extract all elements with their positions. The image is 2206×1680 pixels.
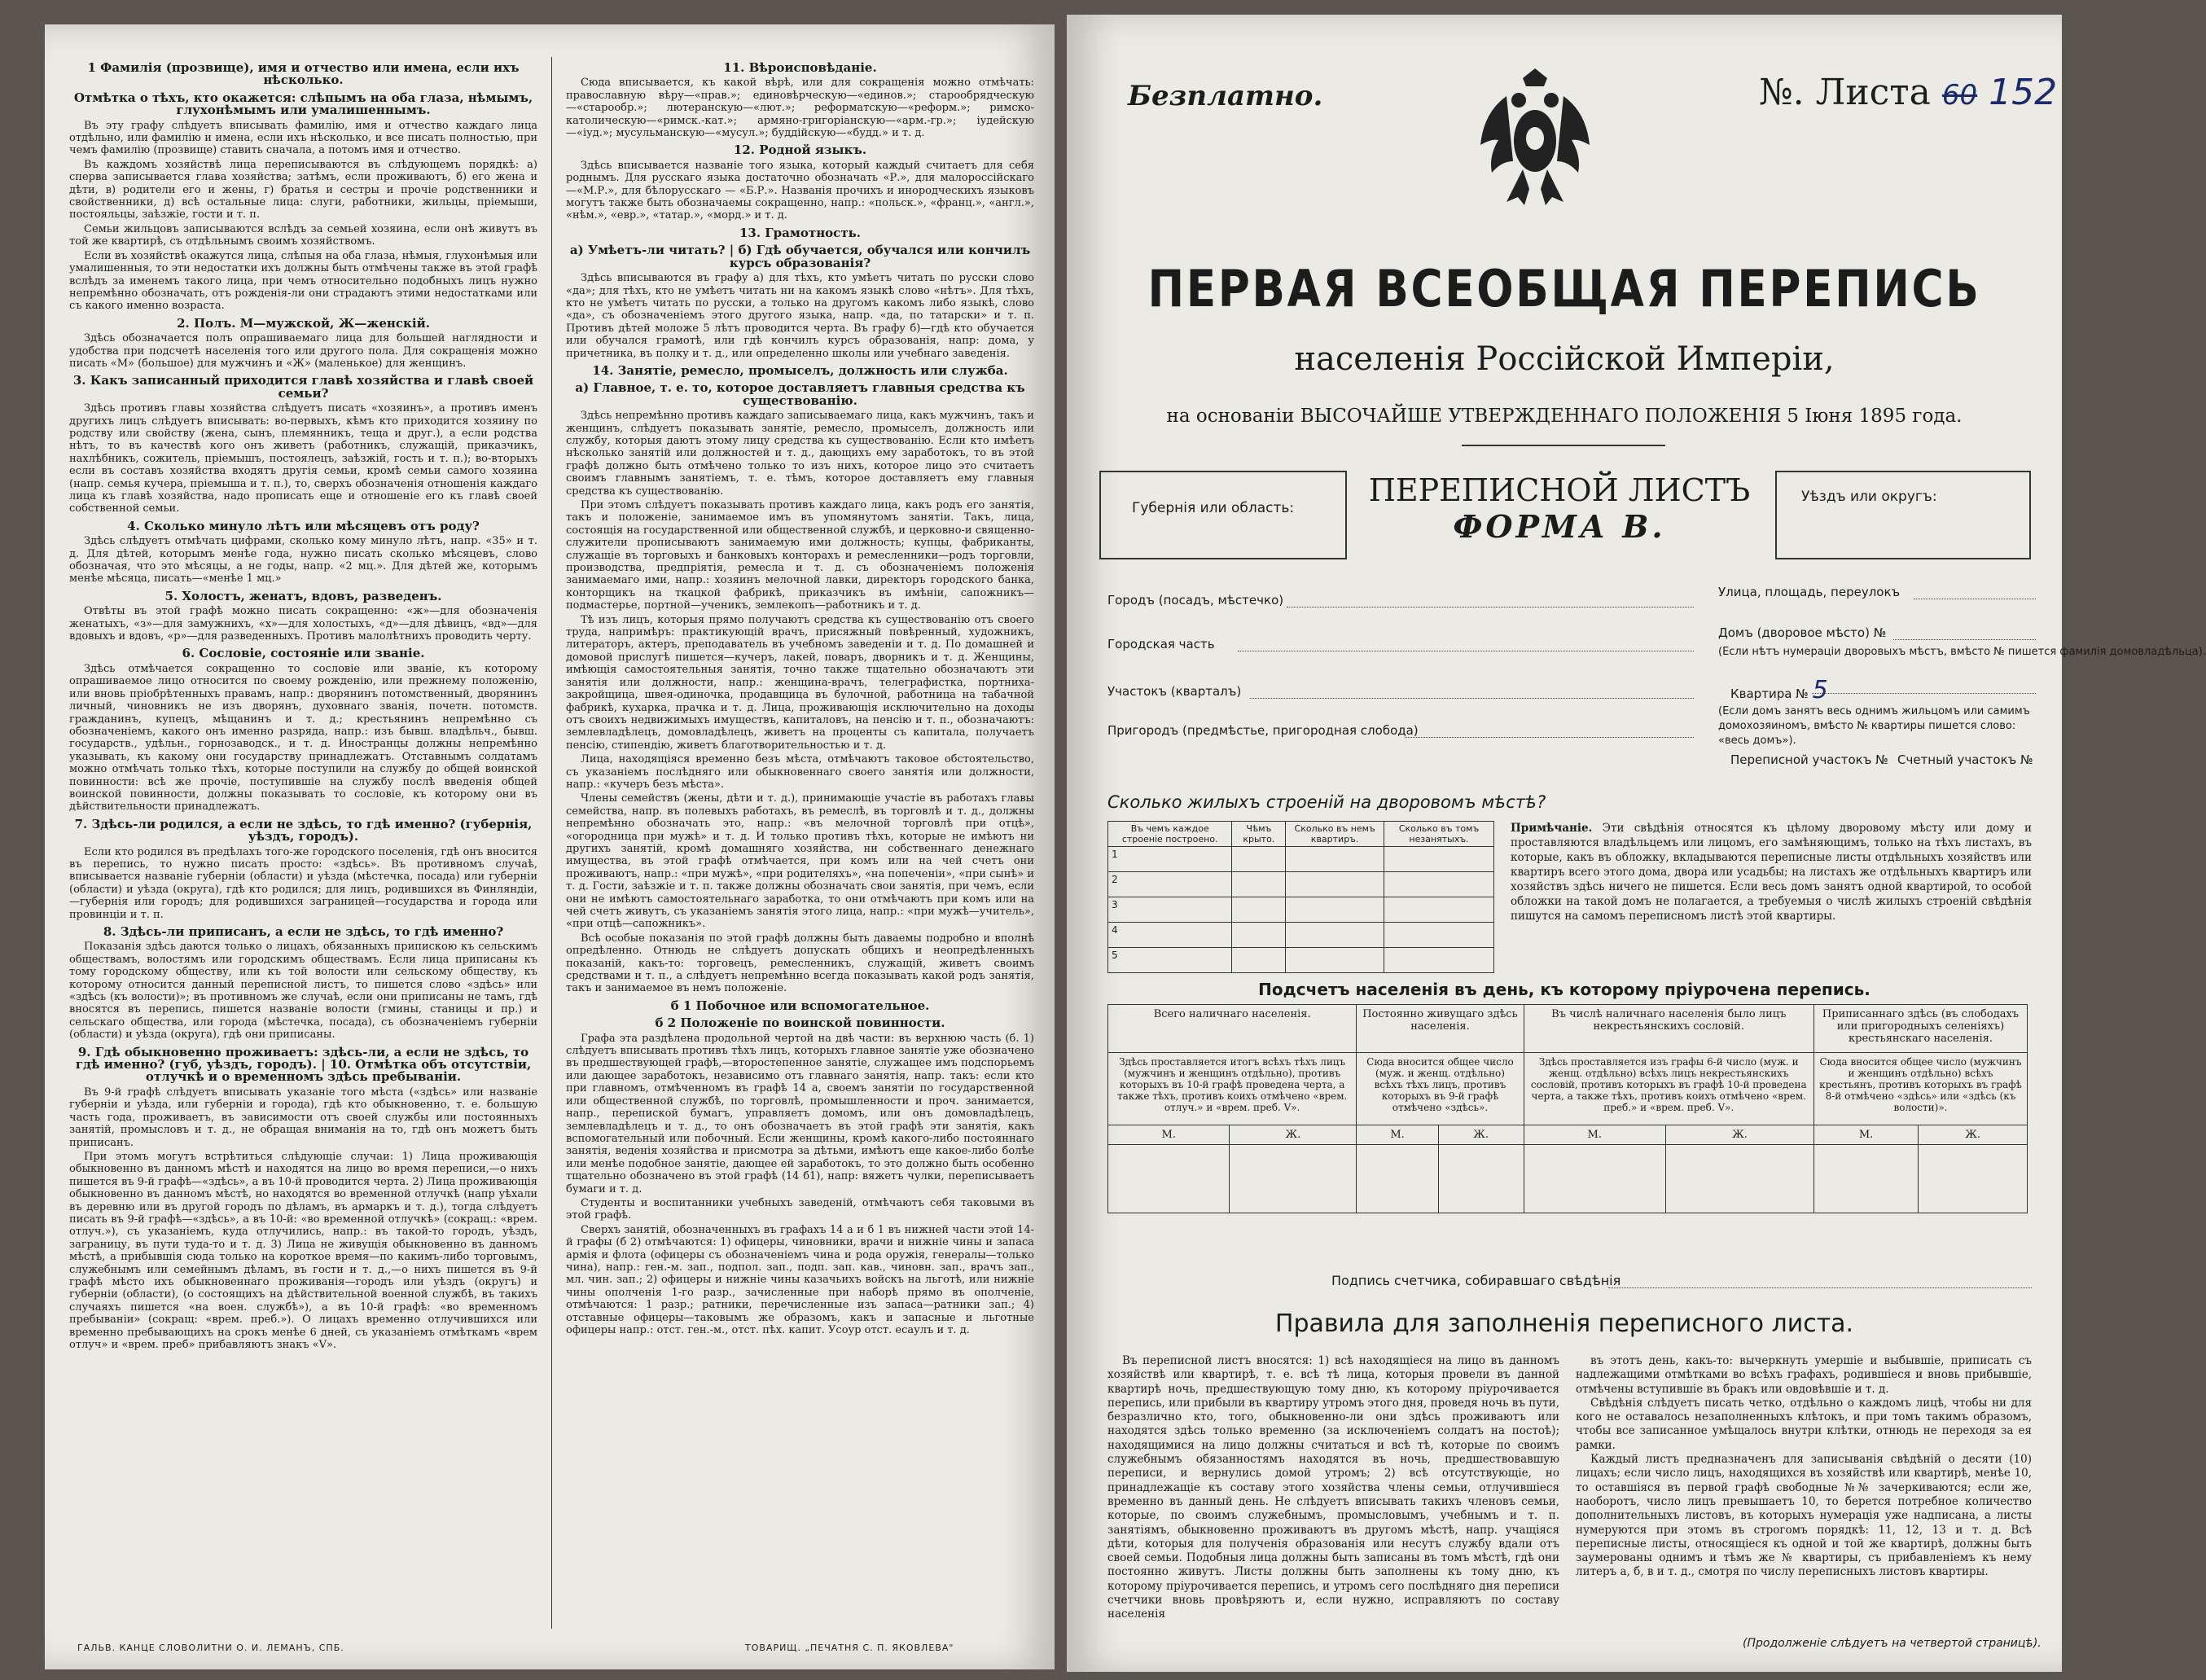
rules-paragraph: въ этотъ день, какъ-то: вычеркнуть умершіе и выбывшіе, приписать съ надлежащими отмѣтками во всѣхъ графахъ, родившіеся и вновь прибывшіе, отмѣчены вступившіе въ бракъ или овдовѣвшіе и т. д. (1576, 1354, 2032, 1396)
gubernia-box (1099, 471, 1347, 559)
count-note: Здѣсь проставляется итогъ всѣхъ тѣхъ лицъ (мужчинъ и женщинъ отдѣльно), противъ которыхъ въ 10-й графѣ проведена черта, а также тѣхъ, противъ коихъ отмѣчено «врем. отлуч.» и «врем. преб. V». (1108, 1053, 1357, 1125)
buildings-cell[interactable] (1286, 897, 1384, 923)
uezd-label: Уѣздъ или округъ: (1801, 489, 1937, 505)
rules-title: Правила для заполненія переписного листа. (1274, 1309, 1854, 1338)
buildings-cell[interactable] (1232, 923, 1286, 948)
buildings-cell[interactable] (1384, 948, 1494, 973)
buildings-header: Сколько въ томъ незанятыхъ. (1384, 822, 1494, 847)
schetny-uchastok-field[interactable]: Счетный участокъ № (1897, 752, 2033, 767)
form-title (1348, 472, 1771, 545)
section-heading: б 2 Положеніе по воинской повинности. (655, 1015, 945, 1031)
chast-line (1238, 650, 1694, 651)
paragraph: Лица, находящіяся временно безъ мѣста, отмѣчаютъ таковое обстоятельство, съ указаніемъ послѣдняго или обыкновеннаго своего занятія или должности, напр.: «кучеръ безъ мѣста». (566, 753, 1034, 791)
signature-line (1608, 1287, 2032, 1288)
rules-paragraph: Въ переписной листъ вносятся: 1) всѣ находящіеся на лицо въ данномъ хозяйствѣ или квартирѣ, т. е. всѣ тѣ лица, которыя провели въ данной квартирѣ ночь, предшествующую тому дню, къ которому пріурочивается перепись, или прибыли въ квартиру утромъ этого дня, проведя ночь въ пути, безразлично кто, того, обыкновенно-ли они здѣсь проживаютъ или находятся здѣсь только временно (за исключеніемъ солдатъ на постоѣ); находящимися на лицо должны считаться и всѣ тѣ, которые по своимъ служебнымъ обязанностямъ находятся въ ночь, предшествовавшую переписи, и вернулись домой утромъ; 2) всѣ отсутствующіе, но принадлежащіе къ составу этого хозяйства члены семьи, отлучившіеся временно въ данный день. Не слѣдуетъ вписывать такихъ членовъ семьи, которые, по своимъ служебнымъ, промысловымъ, учебнымъ и т. п. занятіямъ, обыкновенно проживаютъ въ другомъ мѣстѣ, напр. учащіяся дѣти, которыя для полученія образованія или несутъ службу вдали отъ своей семьи. Подобныя лица должны быть записаны въ томъ мѣстѣ, гдѣ они постоянно живутъ. Листы должны быть заполнены къ тому дню, къ которому пріурочивается перепись, и утромъ сего послѣдняго дня переписи счетчики вновь провѣряютъ и, если нужно, исправляютъ по составу населенія (1107, 1354, 1559, 1621)
count-header: Приписаннаго здѣсь (въ слободахъ или пригородныхъ селеніяхъ) крестьянскаго населенія. (1813, 1005, 2027, 1053)
buildings-row-number: 4 (1108, 923, 1232, 948)
buildings-cell[interactable] (1232, 948, 1286, 973)
prigorod-field[interactable]: Пригородъ (предмѣстье, пригородная слобода) (1107, 723, 1419, 738)
dom-field[interactable]: Домъ (дворовое мѣсто) № (1718, 625, 1887, 640)
count-header: Въ числѣ наличнаго населенія было лицъ некрестьянскихъ сословій. (1524, 1005, 1813, 1053)
sheet-number (1759, 72, 2057, 113)
kvartira-note: (Если домъ занятъ весь однимъ жильцомъ или самимъ домохозяиномъ, вмѣсто № квартиры пишется слово: «весь домъ»). (1718, 705, 2030, 747)
count-female-cell[interactable] (1919, 1145, 2028, 1213)
column-divider (551, 57, 552, 1629)
left-column-1 (69, 57, 537, 1629)
count-male-cell[interactable] (1813, 1145, 1918, 1213)
census-basis: на основаніи ВЫСОЧАЙШЕ УТВЕРЖДЕННАГО ПОЛОЖЕНІЯ 5 Іюня 1895 года. (1166, 406, 1963, 427)
count-male-cell[interactable] (1524, 1145, 1666, 1213)
buildings-header: Въ чемъ каждое строеніе построено. (1108, 822, 1232, 847)
paragraph: Здѣсь обозначается полъ опрашиваемаго лица для большей наглядности и удобства при подсчетѣ населенія того или другого пола. Для сокращенія можно писать «М» (большое) для мужчинъ и «Ж» (маленькое) для женщинъ. (69, 332, 537, 370)
dom-line (1893, 638, 2036, 640)
buildings-row (1108, 872, 1494, 897)
count-female-cell[interactable] (1438, 1145, 1524, 1213)
count-female-header: Ж. (1666, 1125, 1814, 1145)
double-headed-eagle-icon (1474, 64, 1596, 218)
paragraph: При этомъ могутъ встрѣтиться слѣдующіе случаи: 1) Лица проживающія обыкновенно въ данномъ мѣстѣ и находятся на лицо во время переписи,—о нихъ пишется въ 9-й графѣ—«здѣсь», а въ 10-й проводится черта. 2) Лица проживающія обыкновенно въ данномъ мѣстѣ, но находятся во временной отлучкѣ (напр уѣхали въ деревню или въ другой городъ по дѣламъ, въ армаркъ и т. д.), тогда слѣдуетъ писать въ 9-й графѣ—«здѣсь», а въ 10-й: «во временной отлучкѣ» (сокращ.: «врем. отлуч.»), съ указаніемъ, куда отлучились, напр.: въ такой-то городъ, уѣздъ, заграницу, въ пути туда-то и т. д. 3) Лица не живущія обыкновенно въ данномъ мѣстѣ, а прибывшія сюда только на короткое время—по какимъ-либо торговымъ, служебнымъ или семейнымъ дѣламъ, въ гости и т. д.,—о нихъ пишется въ 9-й графѣ мѣсто ихъ обыкновеннаго проживанія—городъ или уѣздъ (округъ) и губерніи (области), (о состоящихъ на дѣйствительной военной службѣ, въ такихъ случаяхъ пишется «на воен. службѣ»), а въ 10-й графѣ: «во временномъ пребываніи» (сокращ: «врем. преб.»). О лицахъ временно отлучившихся или временно пребывающихъ на срокъ менѣе 6 дней, съ указаніемъ отмѣткамъ «врем отлуч» и «врем. преб» прибавляютъ знакъ «V». (69, 1150, 537, 1351)
perepis-uchastok-field[interactable]: Переписной участокъ № (1730, 752, 1888, 767)
buildings-note (1511, 821, 2032, 923)
buildings-row-number: 3 (1108, 897, 1232, 923)
paragraph: Если въ хозяйствѣ окажутся лица, слѣпыя на оба глаза, нѣмыя, глухонѣмыя или умалишенныя, то эти недостатки ихъ должны быть отмѣчены также въ этой графѣ вслѣдъ за именемъ такого лица, при чемъ относительно подобныхъ лицъ нужно непремѣнно обозначать, отъ рожденія-ли они страдаютъ этими недостатками или съ какого именно возраста. (69, 249, 537, 313)
sheet-number-label: №. Листа (1759, 72, 1931, 113)
section-heading: 2. Полъ. М—мужской, Ж—женскій. (177, 315, 430, 331)
section-heading: 14. Занятіе, ремесло, промыселъ, должность или служба. (592, 362, 1008, 378)
rules-column-2 (1576, 1354, 2032, 1631)
buildings-cell[interactable] (1286, 872, 1384, 897)
buildings-cell[interactable] (1384, 897, 1494, 923)
section-heading: 7. Здѣсь-ли родился, а если не здѣсь, то гдѣ именно? (губернія, уѣздъ, городъ). (74, 816, 533, 844)
paragraph: Здѣсь слѣдуетъ отмѣчать цифрами, сколько кому минуло лѣтъ, напр. «35» и т. д. Для дѣтей, которымъ менѣе года, нужно писать сколько мѣсяцевъ, слово обозначая, что это мѣсяцы, а не годы, напр. «2 мц.». Для дѣтей же, которымъ менѣе мѣсяца, писать—«менѣе 1 мц.» (69, 535, 537, 586)
count-title: Подсчетъ населенія въ день, къ которому пріурочена перепись. (1258, 980, 1870, 999)
count-note: Сюда вносится общее число (мужчинъ и женщинъ отдѣльно) всѣхъ крестьянъ, противъ которыхъ въ графѣ 8-й отмѣчено «здѣсь» или «здѣсь (къ волости)». (1813, 1053, 2027, 1125)
buildings-cell[interactable] (1384, 847, 1494, 872)
rules-continued: (Продолженіе слѣдуетъ на четвертой страницѣ). (1743, 1637, 2042, 1650)
paragraph: Въ 9-й графѣ слѣдуетъ вписывать указаніе того мѣста («здѣсь» или названіе губерніи и уѣзда, или губерніи и города), гдѣ кто обыкновенно, т. е. большую часть года, проживаетъ, въ зависимости отъ своей службы или постоянныхъ занятій, промысловъ и т. д., не обращая вниманія на то, гдѣ онъ можетъ быть приписанъ. (69, 1086, 537, 1149)
buildings-cell[interactable] (1232, 872, 1286, 897)
count-female-cell[interactable] (1230, 1145, 1357, 1213)
paragraph: Здѣсь вписывается названіе того языка, который каждый считаетъ для себя роднымъ. Для русскаго языка достаточно обозначать «Р.», для малороссійскаго—«М.Р.», для бѣлорусскаго — «Б.Р.». Названія прочихъ и инородческихъ языковъ могутъ также быть обозначаемы сокращенно, напр.: «польск.», «франц.», «англ.», «нѣм.», «евр.», «татар.», «морд.» и т. д. (566, 159, 1034, 222)
count-male-cell[interactable] (1357, 1145, 1438, 1213)
paragraph: Сверхъ занятій, обозначенныхъ въ графахъ 14 а и б 1 въ нижней части этой 14-й графы (б 2) отмѣчаются: 1) офицеры, чиновники, врачи и нижніе чины и запаса армія и флота (офицеры съ обозначеніемъ чина и рода оружія, генералы—только чина), напр.: ген.-м. зап., подпол. зап., подп. зап. кав., чиновн. зап., врачъ зап., мл. чин. зап.; 2) офицеры и нижніе чины казачьихъ войскъ на льготѣ, или нижніе чины ополченія 1-го разр., зачисленные при наборѣ прямо въ ополченіе, отмѣчаются: 1 разр.; ратники, перечисленные изъ запаса—ратники зап.; 4) отставные офицеры—таковымъ же образомъ, какъ и запасные и льготные офицеры напр.: отст. ген.-м., отст. пѣх. капит. Усоур отст. есаулъ и т. д. (566, 1223, 1034, 1336)
section-heading: 3. Какъ записанный приходится главѣ хозяйства и главѣ своей семьи? (72, 373, 534, 401)
census-title: ПЕРВАЯ ВСЕОБЩАЯ ПЕРЕПИСЬ (1147, 259, 1981, 318)
buildings-row-number: 1 (1108, 847, 1232, 872)
sheet-number-handwritten: 152 (1989, 72, 2058, 113)
dom-note: (Если нѣтъ нумераціи дворовыхъ мѣстъ, вмѣсто № пишется фамилія домовладѣльца). (1718, 646, 2206, 658)
section-heading: 11. Вѣроисповѣданіе. (723, 60, 877, 75)
form-title-line1: ПЕРЕПИСНОЙ ЛИСТЪ (1368, 472, 1751, 508)
section-heading: 1 Фамилія (прозвище), имя и отчество или имена, если ихъ нѣсколько. (87, 60, 520, 88)
paragraph: При этомъ слѣдуетъ показывать противъ каждаго лица, какъ родъ его занятія, такъ и положеніе, занимаемое имъ въ упомянутомъ занятіи. Такъ, лица, состоящія на государственной или общественной службѣ, и церковно-и священно-служители прописываютъ занимаемую ими должность; купцы, фабриканты, служащіе въ торговыхъ и банковыхъ конторахъ и ремесленники—родъ торговли, производства, предпріятія, ремесла и т. д. съ обозначеніемъ положенія занимаемаго ими, напр.: хозяинъ мелочной лавки, директоръ городского банка, конторщикъ на ткацкой фабрикѣ, приказчикъ въ имѣніи, сапожникъ—подмастерье, портной—ученикъ, землекопъ—работникъ и т. д. (566, 499, 1034, 612)
free-label: Безплатно. (1128, 80, 1323, 112)
ulica-field[interactable]: Улица, площадь, переулокъ (1718, 585, 1901, 599)
paragraph: Здѣсь непремѣнно противъ каждаго записываемаго лица, какъ мужчинъ, такъ и женщинъ, слѣдуетъ показывать занятіе, ремесло, промыселъ, должность или службу, которыя даютъ этому лицу средства къ существованію. Если кто имѣетъ нѣсколько занятій или должностей и т. д., дающихъ ему заработокъ, то въ этой графѣ должно быть отмѣчено только то изъ нихъ, которое лицо это считаетъ своимъ главнымъ занятіемъ, т. е. тѣмъ, которое доставляетъ ему главныя средства къ существованію. (566, 410, 1034, 498)
left-page (45, 24, 1055, 1669)
sheet-number-struck: 60 (1941, 79, 1978, 112)
uchastok-field[interactable]: Участокъ (кварталъ) (1107, 684, 1242, 699)
count-female-header: Ж. (1438, 1125, 1524, 1145)
buildings-table (1107, 821, 1494, 973)
section-heading: а) Главное, т. е. то, которое доставляетъ главныя средства къ существованію. (575, 380, 1025, 408)
paragraph: Семьи жильцовъ записываются вслѣдъ за семьей хозяина, если онѣ живутъ въ той же квартирѣ, съ отдѣльнымъ своимъ хозяйствомъ. (69, 222, 537, 248)
ulica-line (1914, 598, 2036, 599)
count-male-header: М. (1108, 1125, 1230, 1145)
count-male-header: М. (1357, 1125, 1438, 1145)
kvartira-line (1812, 692, 2036, 694)
buildings-row (1108, 923, 1494, 948)
count-table (1107, 1004, 2028, 1213)
paragraph: Члены семействъ (жены, дѣти и т. д.), принимающіе участіе въ работахъ главы семейства, напр. въ полевыхъ работахъ, въ ремеслѣ, въ торговлѣ и т. д., должны непремѣнно обозначать это, напр.: «въ мелочной торговлѣ при отцѣ», «огородница при мужѣ» и т. д. И только противъ тѣхъ, которые не имѣютъ ни другихъ занятій, кромѣ домашняго хозяйства, ни собственнаго денежнаго имущества, въ этой графѣ отмѣчается, при комъ или на чей счетъ они проживаютъ, напр.: «при мужѣ», «при родителяхъ», «на попеченіи», «при сынѣ» и т. д. Гости, заѣзжіе и т. п. также должны обозначать свои занятія, при чемъ, если они не имѣютъ самостоятельнаго заработка, то они отмѣчаютъ при комъ или на чей счетъ живутъ, съ указаніемъ занятія этого лица, напр.: «при мужѣ—учитель», «при отцѣ—сапожникъ». (566, 792, 1034, 931)
count-female-header: Ж. (1919, 1125, 2028, 1145)
paragraph: Здѣсь отмѣчается сокращенно то сословіе или званіе, къ которому опрашиваемое лицо относится по своему рожденію, или прежнему положенію, или вновь пріобрѣтенныхъ правамъ, напр.: дворянинъ потомственный, дворянинъ личный, чиновникъ не изъ дворянъ, духовнаго званія, почетн. потомств. гражданинъ, купецъ, мѣщанинъ и т. д.; крестьянинъ непремѣнно съ обозначеніемъ, какого онъ именно разряда, напр.: изъ бывш. владѣльч., бывш. государств., удѣльн., горнозаводск., и т. д. Иностранцы должны непремѣнно указывать, къ какому они государству принадлежатъ. Отставнымъ солдатамъ можно отмѣчать только тѣхъ, которые поступили на службу до общей воинской повинности: всѣ же прочіе, поступившіе на службу послѣ введенія общей воинской повинности, должны показывать то сословіе, къ которому они въ дѣйствительности принадлежатъ. (69, 662, 537, 814)
buildings-row (1108, 847, 1494, 872)
count-female-header: Ж. (1230, 1125, 1357, 1145)
section-heading: 12. Родной языкъ. (733, 143, 867, 158)
left-column-2 (566, 57, 1034, 1629)
right-page (1067, 15, 2206, 1672)
buildings-row-number: 2 (1108, 872, 1232, 897)
paragraph: Показанія здѣсь даются только о лицахъ, обязанныхъ припискою къ сельскимъ обществамъ, волостямъ или городскимъ обществамъ. Если лица приписаны къ тому городскому обществу, или къ той волости или сельскому обществу, къ которому относится данный переписной листъ, то пишется слово «здѣсь» или «здѣсь (къ волости)»; въ противномъ же случаѣ, если они приписаны не тамъ, гдѣ вносятся въ перепись, пишется названіе волости (гмины, станицы и пр.) и сельскаго общества, или города (мѣстечка, посада), съ обозначеніемъ губерніи (области) и уѣзда (округа), гдѣ они приписаны. (69, 941, 537, 1042)
count-female-cell[interactable] (1666, 1145, 1814, 1213)
rules-paragraph: Каждый листъ предназначенъ для записыванія свѣдѣній о десяти (10) лицахъ; если число лицъ, находящихся въ хозяйствѣ или квартирѣ, менѣе 10, то оставшіяся въ первой графѣ свободные №№ зачеркиваются; если же, наоборотъ, число лицъ превышаетъ 10, то берется потребное количество дополнительныхъ листовъ, въ которыхъ нумерація уже надписана, а листы нумеруются при этомъ въ строгомъ порядкѣ: 11, 12, 13 и т. д. Всѣ переписные листы, относящіеся къ одной и той же квартирѣ, должны быть заумерованы однимъ и тѣмъ же № квартиры, съ прибавленіемъ къ нему литеръ а, б, в и т. д., смотря по числу переписныхъ листовъ квартиры. (1576, 1453, 2032, 1579)
paragraph: Въ эту графу слѣдуетъ вписывать фамилію, имя и отчество каждаго лица отдѣльно, или фамилію и имена, если ихъ нѣсколько, и все писать полностью, при чемъ фамилію (прозвище) ставить сначала, а потомъ имя и отчество. (69, 119, 537, 157)
printer-imprint-right: ТОВАРИЩ. „ПЕЧАТНЯ С. П. ЯКОВЛЕВА" (745, 1643, 954, 1653)
count-male-header: М. (1524, 1125, 1666, 1145)
section-heading: 13. Грамотность. (739, 225, 862, 240)
note-text: Эти свѣдѣнія относятся къ цѣлому дворовому мѣсту или дому и проставляются владѣльцемъ или лицомъ, его замѣняющимъ, только на тѣхъ листахъ, въ которые, какъ въ обложку, вкладываются переписные листы отдѣльныхъ хозяйствъ или квартиръ всего этого дома, двора или усадьбы; на листахъ же отдѣльныхъ квартиръ или хозяйствъ здѣсь ничего не пишется. Если весь домъ занятъ одной квартирой, то особой обложки на такой домъ не полагается, а требуемыя о числѣ жилыхъ строеній свѣдѣнія пишутся на самомъ переписномъ листѣ этой квартиры. (1511, 822, 2032, 923)
kvartira-field[interactable]: Квартира № 5 (1730, 676, 1828, 704)
prigorod-line (1405, 736, 1694, 738)
paragraph: Графа эта раздѣлена продольной чертой на двѣ части: въ верхнюю часть (б. 1) слѣдуетъ вписывать противъ тѣхъ лицъ, которыхъ главное занятіе уже обозначено въ предшествующей графѣ,—второстепенное занятіе, служащее имъ подспорьемъ или дающее заработокъ, независимо отъ главнаго занятія, напр. такъ: если кто при главномъ, отмѣченномъ въ графѣ 14 а, своемъ занятіи по государственной или общественной службѣ, по торговлѣ, промышленности и проч. занимается, напр., перепиской бумагъ, управляетъ домомъ, или онъ домовладѣлецъ, землевладѣлецъ и т. д., то онъ обозначаетъ въ этой графѣ эти занятія, какъ вспомогательный или побочный. Если женщины, кромѣ какого-либо постояннаго занятія, веденія хозяйства и присмотра за дѣтьми, имѣютъ еще какое-либо болѣе или менѣе подобное занятіе, дающее ей заработокъ, то это должно быть особенно тщательно обозначено въ этой графѣ (14 б1), напр: вяжетъ чулки, переписываетъ бумаги и т. д. (566, 1032, 1034, 1195)
buildings-cell[interactable] (1286, 923, 1384, 948)
count-note: Здѣсь проставляется изъ графы 6-й число (муж. и женщ. отдѣльно) всѣхъ лицъ некрестьянскихъ сословій, противъ которыхъ въ графѣ 10-й проведена черта, а также тѣхъ, противъ коихъ отмѣчено «врем. преб.» и «врем. преб. V». (1524, 1053, 1813, 1125)
section-heading: б 1 Побочное или вспомогательное. (670, 998, 930, 1013)
paragraph: Тѣ изъ лицъ, которыя прямо получаютъ средства къ существованію отъ своего труда, напримѣръ: практикующій врачъ, присяжный повѣренный, художникъ, литераторъ, актеръ, преподаватель въ учебномъ заведеніи и т. д. По домашней и домовой прислугѣ пишется—кучеръ, лакей, поваръ, дворникъ и т. д. Женщины, имѣющія самостоятельныя занятія, точно также тщательно обозначаютъ эти занятія или должности, напр.: женщина-врачъ, телеграфистка, портниха-закройщица, швея-одиночка, продавщица въ булочной, работница на табачной фабрикѣ, кухарка, прачка и т. д. Лица, проживающія исключительно на доходы отъ своихъ недвижимыхъ имуществъ, капиталовъ, на пенсію и т. п., обозначаютъ: землевладѣлецъ, домовладѣлецъ, живетъ на проценты съ капитала, получаетъ пенсію, стипендію, живетъ благотворительностью и т. д. (566, 613, 1034, 752)
paragraph: Здѣсь противъ главы хозяйства слѣдуетъ писать «хозяинъ», а противъ именъ другихъ лицъ слѣдуетъ вписывать: во-первыхъ, кѣмъ кто приходится хозяину по родству или свойству (жена, сынъ, племянникъ, теща и друг.), а если родства нѣтъ, то въ качествѣ кого онъ живетъ (работникъ, служащій, приказчикъ, нахлѣбникъ, сожитель, пріемышъ, постоялецъ, заѣзжій, гость и т. п.); во-вторыхъ если въ составъ хозяйства входятъ другія семьи, кромѣ семьи самого хозяина (напр. семья кучера, пріемыша и т. п.), то, сверхъ обозначенія отношенія каждаго лица къ главѣ хозяйства, надо прописать еще и отношеніе его къ главѣ своей собственной семьи. (69, 402, 537, 515)
note-label: Примѣчаніе. (1511, 822, 1593, 835)
section-heading: 4. Сколько минуло лѣтъ или мѣсяцевъ отъ роду? (127, 518, 480, 533)
count-note: Сюда вносится общее число (муж. и женщ. отдѣльно) всѣхъ тѣхъ лицъ, противъ которыхъ въ 9-й графѣ отмѣчено «здѣсь». (1357, 1053, 1524, 1125)
paragraph: Сюда вписывается, къ какой вѣрѣ, или для сокращенія можно отмѣчать: православную вѣру—«прав.»; единовѣрческую—«единов.»; старообрядческую—«старообр.»; лютеранскую—«лют.»; реформатскую—«реформ.»; римско-католическую—«римск.-кат.»; армяно-григоріанскую—«арм.-гр.»; іудейскую—«іуд.»; мусульманскую—«мусул.»; буддійскую—«будд.» и т. д. (566, 77, 1034, 140)
rules-column-1 (1107, 1354, 1559, 1647)
section-heading: а) Умѣетъ-ли читать? | б) Гдѣ обучается, обучался или кончилъ курсъ образованія? (569, 243, 1031, 270)
uezd-box (1775, 471, 2031, 559)
section-heading: 5. Холостъ, женатъ, вдовъ, разведенъ. (164, 588, 442, 603)
gorod-line (1287, 606, 1694, 608)
buildings-cell[interactable] (1286, 847, 1384, 872)
buildings-header: Сколько въ немъ квартиръ. (1286, 822, 1384, 847)
paragraph: Если кто родился въ предѣлахъ того-же городского поселенія, гдѣ онъ вносится въ перепись, то нужно писать просто: «здѣсь». Въ противномъ случаѣ, вписывается названіе губерніи (области) и уѣзда (мѣстечка, посада) или губерніи (области) и уѣзда (округа), гдѣ кто родился; для лицъ, родившихся въ Финляндіи,—губернія или городъ; для родившихся заграницей—государства и города или провинціи и т. п. (69, 845, 537, 921)
paragraph: Всѣ особые показанія по этой графѣ должны быть даваемы подробно и вполнѣ опредѣленно. Отнюдь не слѣдуетъ допускать общихъ и неопредѣленныхъ показаній, какъ-то: торговецъ, ремесленникъ, служащій, живетъ своимъ средствами и т. п., а слѣдуетъ непремѣнно всегда показывать какой родъ занятія, такъ и занимаемое въ немъ положеніе. (566, 932, 1034, 995)
signature-field[interactable]: Подпись счетчика, собиравшаго свѣдѣнія (1331, 1273, 1621, 1288)
count-male-header: М. (1813, 1125, 1918, 1145)
buildings-cell[interactable] (1232, 847, 1286, 872)
count-header: Всего наличнаго населенія. (1108, 1005, 1357, 1053)
printer-imprint-left: ГАЛЬВ. КАНЦЕ СЛОВОЛИТНИ О. И. ЛЕМАНЪ, СПБ. (77, 1643, 344, 1653)
buildings-question: Сколько жилыхъ строеній на дворовомъ мѣстѣ? (1107, 792, 1546, 812)
paragraph: Отвѣты въ этой графѣ можно писать сокращенно: «ж»—для обозначенія женатыхъ, «з»—для замужнихъ, «х»—для холостыхъ, «д»—для дѣвицъ, «вд»—для вдовыхъ и вдовъ, «р»—для разведенныхъ. Противъ малолѣтнихъ проводить черту. (69, 605, 537, 643)
paragraph: Студенты и воспитанники учебныхъ заведеній, отмѣчаютъ себя таковыми въ этой графѣ. (566, 1196, 1034, 1222)
count-male-cell[interactable] (1108, 1145, 1230, 1213)
paragraph: Въ каждомъ хозяйствѣ лица переписываются въ слѣдующемъ порядкѣ: а) сперва записывается глава хозяйства; затѣмъ, если проживаютъ, б) его жена и дѣти, в) родители его и жены, г) братья и сестры и прочіе родственники и свойственники, д) всѣ остальные лица: слуги, работники, жильцы, пріемыши, постояльцы, заѣзжіе, гости и т. п. (69, 158, 537, 222)
section-heading: 9. Гдѣ обыкновенно проживаетъ: здѣсь-ли, а если не здѣсь, то гдѣ именно? (губ, уѣздъ, городъ). | 10. Отмѣтка объ отсутствіи, отлучкѣ и о временномъ здѣсь пребываніи. (75, 1044, 532, 1085)
buildings-row-number: 5 (1108, 948, 1232, 973)
paragraph: Здѣсь вписываются въ графу а) для тѣхъ, кто умѣетъ читать по русски слово «да»; для тѣхъ, кто не умѣетъ читать ни на какомъ языкѣ слово «нѣтъ». Для тѣхъ, кто не умѣетъ читать по русски, а только на другомъ какомъ либо языкѣ, слово «да», съ обозначеніемъ этого другого языка, напр. «да, по татарски» и т. п. Противъ дѣтей моложе 5 лѣтъ проводится черта. Въ графу б)—гдѣ кто обучается или обучался грамотѣ, или гдѣ кончилъ курсъ образованія, напр: дома, у причетника, въ полку и т. д., или определенно школы или учебнаго заведенія. (566, 272, 1034, 360)
section-heading: Отмѣтка о тѣхъ, кто окажется: слѣпымъ на оба глаза, нѣмымъ, глухонѣмымъ или умалишеннымъ. (73, 90, 533, 118)
uchastok-line (1250, 697, 1694, 699)
section-heading: 6. Сословіе, состояніе или званіе. (182, 646, 425, 661)
buildings-header: Чѣмъ крыто. (1232, 822, 1286, 847)
gorod-field[interactable]: Городъ (посадъ, мѣстечко) (1107, 593, 1284, 608)
buildings-row (1108, 948, 1494, 973)
rules-paragraph: Свѣдѣнія слѣдуетъ писать четко, отдѣльно о каждомъ лицѣ, чтобы ни для кого не оставалось незаполненныхъ клѣтокъ, и при томъ такимъ образомъ, чтобы все записанное умѣщалось внутри клѣтки, отнюдь не переходя за ея рамки. (1576, 1396, 2032, 1452)
buildings-row (1108, 897, 1494, 923)
kvartira-value: 5 (1812, 676, 1828, 704)
section-heading: 8. Здѣсь-ли приписанъ, а если не здѣсь, то гдѣ именно? (103, 924, 504, 939)
buildings-cell[interactable] (1384, 872, 1494, 897)
form-title-line2: ФОРМА В. (1453, 508, 1666, 545)
buildings-cell[interactable] (1286, 948, 1384, 973)
title-divider (1462, 445, 1665, 446)
buildings-cell[interactable] (1232, 897, 1286, 923)
gubernia-label: Губернія или область: (1132, 500, 1295, 516)
count-header: Постоянно живущаго здѣсь населенія. (1357, 1005, 1524, 1053)
census-subtitle: населенія Россійской Имперіи, (1294, 340, 1835, 378)
buildings-cell[interactable] (1384, 923, 1494, 948)
chast-field[interactable]: Городская часть (1107, 637, 1215, 651)
